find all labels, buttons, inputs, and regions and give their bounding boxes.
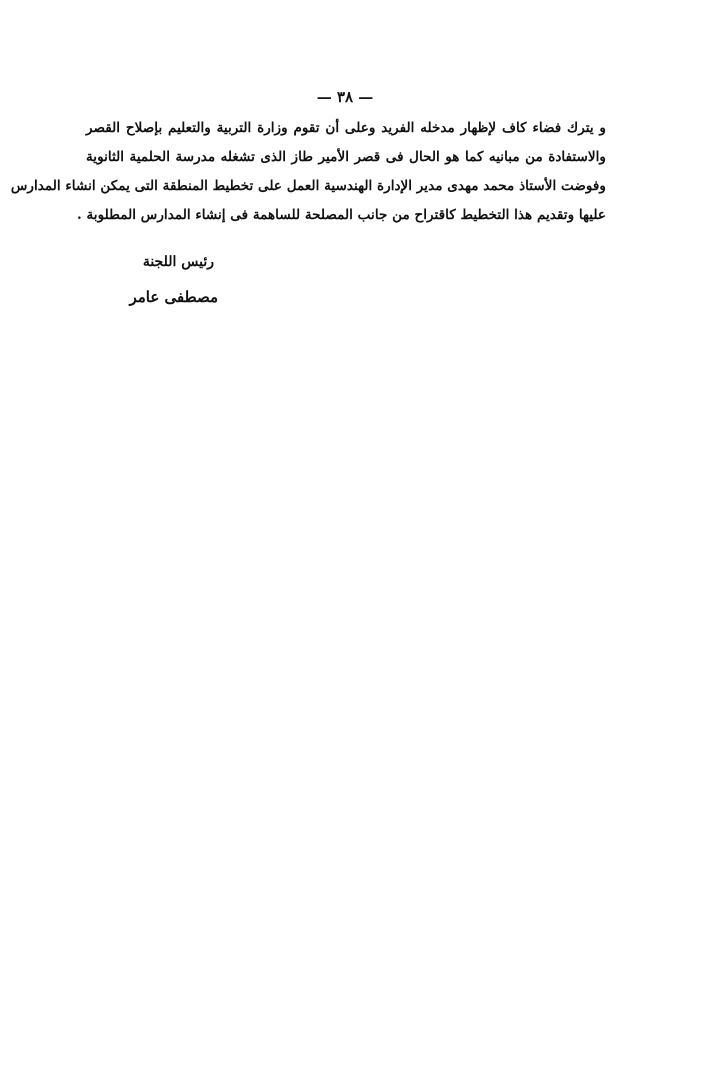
paragraph-line: عليها وتقديم هذا التخطيط كاقتراح من جانب المصلحة للساهمة فى إنشاء المدارس المطلوبة . [77, 207, 606, 223]
body-paragraph [10, 114, 606, 230]
signature-title: رئيس اللجنة [142, 254, 214, 270]
paragraph-line: وفوضت الأستاذ محمد مهدى مدير الإدارة الهندسية العمل على تخطيط المنطقة التى يمكن انشاء المدارس [10, 178, 606, 194]
paragraph-line: و يترك فضاء كاف لإظهار مدخله الفريد وعلى أن تقوم وزارة التربية والتعليم بإصلاح القصر [86, 120, 606, 136]
paragraph-line: والاستفادة من مبانيه كما هو الحال فى قصر الأمير طاز الذى تشغله مدرسة الحلمية الثانوية [86, 149, 606, 165]
page-number: — ٣٨ — [316, 88, 374, 106]
signature-name: مصطفى عامر [129, 288, 218, 306]
